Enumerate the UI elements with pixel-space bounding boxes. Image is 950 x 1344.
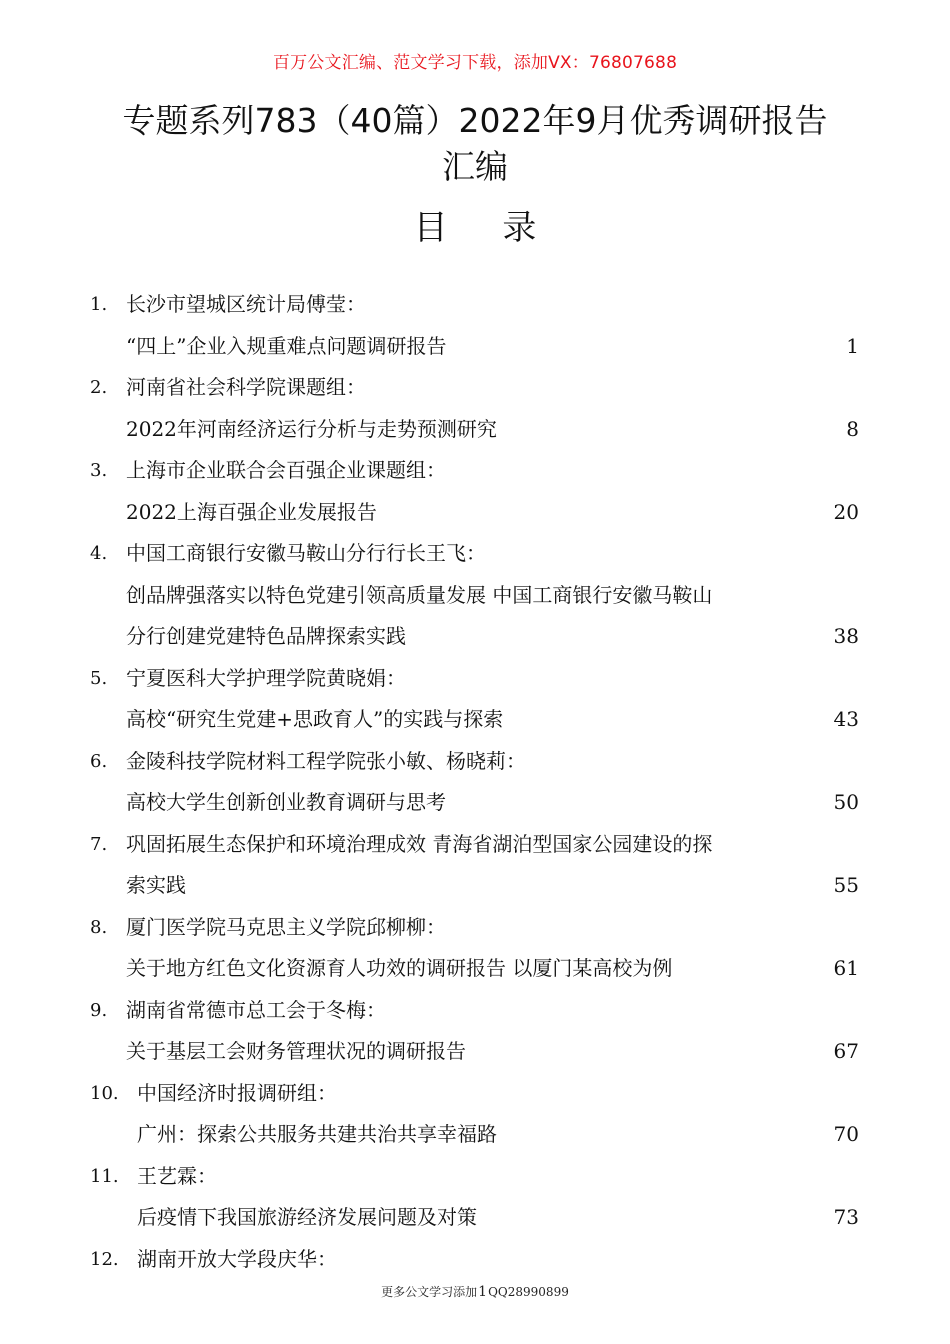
toc-entry-heading xyxy=(0,533,950,575)
toc-entry-author[interactable]: 长沙市望城区统计局傅莹： xyxy=(126,292,366,316)
toc-entry-number: 4. xyxy=(90,543,108,564)
toc-entry-page-number: 8 xyxy=(846,416,859,441)
toc-entry-number: 12. xyxy=(90,1248,119,1270)
toc-entry-title-line xyxy=(0,948,950,990)
toc-entry-author[interactable]: 上海市企业联合会百强企业课题组： xyxy=(126,458,446,482)
toc-entry-title-line xyxy=(0,782,950,824)
toc-entry-heading xyxy=(0,367,950,409)
toc-entry-title[interactable]: 关于地方红色文化资源育人功效的调研报告 以厦门某高校为例 xyxy=(126,956,673,980)
toc-entry-number: 6. xyxy=(90,750,108,772)
promo-banner: 百万公文汇编、范文学习下载，添加VX：76807688 xyxy=(272,53,678,73)
title-line-2: 汇编 xyxy=(442,147,508,186)
toc-entry-page-number: 20 xyxy=(833,499,859,524)
toc-entry-number: 7. xyxy=(90,833,108,855)
title-line-1: 专题系列783（40篇）2022年9月优秀调研报告 xyxy=(122,101,828,140)
toc-entry-author[interactable]: 中国经济时报调研组： xyxy=(137,1080,337,1105)
toc-entry-page-number: 43 xyxy=(833,707,859,731)
toc-entry-title-line xyxy=(0,616,950,658)
toc-entry-title[interactable]: 2022年河南经济运行分析与走势预测研究 xyxy=(126,416,497,441)
toc-entry-title[interactable]: 广州：探索公共服务共建共治共享幸福路 xyxy=(137,1122,497,1146)
toc-entry-title-line xyxy=(0,1031,950,1073)
toc-entry-number: 5. xyxy=(90,667,108,689)
toc-entry-title[interactable]: 索实践 xyxy=(126,873,186,897)
toc-entry-title-line xyxy=(0,1114,950,1156)
toc-entry-heading xyxy=(0,741,950,783)
toc-entry-page-number: 67 xyxy=(833,1039,859,1063)
toc-entry-heading xyxy=(0,824,950,866)
toc-entry-number: 11. xyxy=(90,1165,119,1187)
toc-entry-heading xyxy=(0,450,950,492)
toc-entry-title-line xyxy=(0,575,950,617)
toc-entry-page-number: 70 xyxy=(833,1122,859,1146)
toc-entry-number: 10. xyxy=(90,1082,119,1104)
toc-entry-number: 3. xyxy=(90,460,108,481)
toc-entry-title[interactable]: 2022上海百强企业发展报告 xyxy=(126,499,377,524)
document-title xyxy=(60,98,890,190)
toc-entry-title[interactable]: 高校大学生创新创业教育调研与思考 xyxy=(126,790,446,814)
toc-entry-author[interactable]: 宁夏医科大学护理学院黄晓娟： xyxy=(126,665,406,690)
footer-page-number: 1 xyxy=(478,1284,488,1300)
toc-entry-title-line xyxy=(0,409,950,451)
toc-entry-title-line xyxy=(0,326,950,368)
toc-entry-author[interactable]: 王艺霖： xyxy=(137,1163,217,1188)
toc-entry-page-number: 38 xyxy=(833,624,859,648)
toc-entry-heading xyxy=(0,1156,950,1198)
toc-entry-title-line xyxy=(0,699,950,741)
toc-entry-author[interactable]: 中国工商银行安徽马鞍山分行行长王飞： xyxy=(126,541,486,565)
footer-text-left: 更多公文学习添加 xyxy=(381,1285,478,1299)
toc-entry-author[interactable]: 金陵科技学院材料工程学院张小敏、杨晓莉： xyxy=(126,748,526,773)
toc-entry-number: 2. xyxy=(90,377,108,398)
footer-text-right: QQ28990899 xyxy=(488,1285,569,1299)
toc-entry-author[interactable]: 河南省社会科学院课题组： xyxy=(126,375,366,399)
toc-entry-title[interactable]: 后疫情下我国旅游经济发展问题及对策 xyxy=(137,1205,477,1229)
toc-entry-heading xyxy=(0,990,950,1032)
toc-entry-author[interactable]: 湖南开放大学段庆华： xyxy=(137,1246,337,1271)
toc-entry-author[interactable]: 湖南省常德市总工会于冬梅： xyxy=(126,997,386,1022)
toc-entry-heading xyxy=(0,284,950,326)
toc-entry-author[interactable]: 厦门医学院马克思主义学院邱柳柳： xyxy=(126,914,446,939)
toc-entry-heading xyxy=(0,658,950,700)
toc-entry-title[interactable]: 分行创建党建特色品牌探索实践 xyxy=(126,624,406,648)
toc-entry-number: 9. xyxy=(90,999,108,1021)
toc-entry-author[interactable]: 巩固拓展生态保护和环境治理成效 青海省湖泊型国家公园建设的探 xyxy=(126,831,713,856)
toc-entry-number: 8. xyxy=(90,916,108,938)
toc-entry-page-number: 55 xyxy=(833,873,859,897)
table-of-contents xyxy=(0,284,950,1280)
toc-entry-page-number: 61 xyxy=(833,956,859,980)
toc-entry-page-number: 1 xyxy=(846,333,859,358)
toc-entry-page-number: 73 xyxy=(833,1205,859,1229)
toc-heading: 目 录 xyxy=(413,208,559,248)
toc-entry-title[interactable]: 创品牌强落实以特色党建引领高质量发展 中国工商银行安徽马鞍山 xyxy=(126,582,713,607)
toc-entry-title-line xyxy=(0,1197,950,1239)
toc-entry-heading xyxy=(0,907,950,949)
toc-entry-heading xyxy=(0,1239,950,1281)
page-footer xyxy=(0,1283,950,1300)
toc-entry-page-number: 50 xyxy=(833,790,859,814)
toc-entry-title[interactable]: 高校“研究生党建+思政育人”的实践与探索 xyxy=(126,707,504,731)
toc-entry-title[interactable]: 关于基层工会财务管理状况的调研报告 xyxy=(126,1039,466,1063)
toc-entry-heading xyxy=(0,1073,950,1115)
toc-entry-number: 1. xyxy=(90,294,108,315)
toc-entry-title[interactable]: “四上”企业入规重难点问题调研报告 xyxy=(126,333,447,358)
toc-entry-title-line xyxy=(0,865,950,907)
toc-entry-title-line xyxy=(0,492,950,534)
